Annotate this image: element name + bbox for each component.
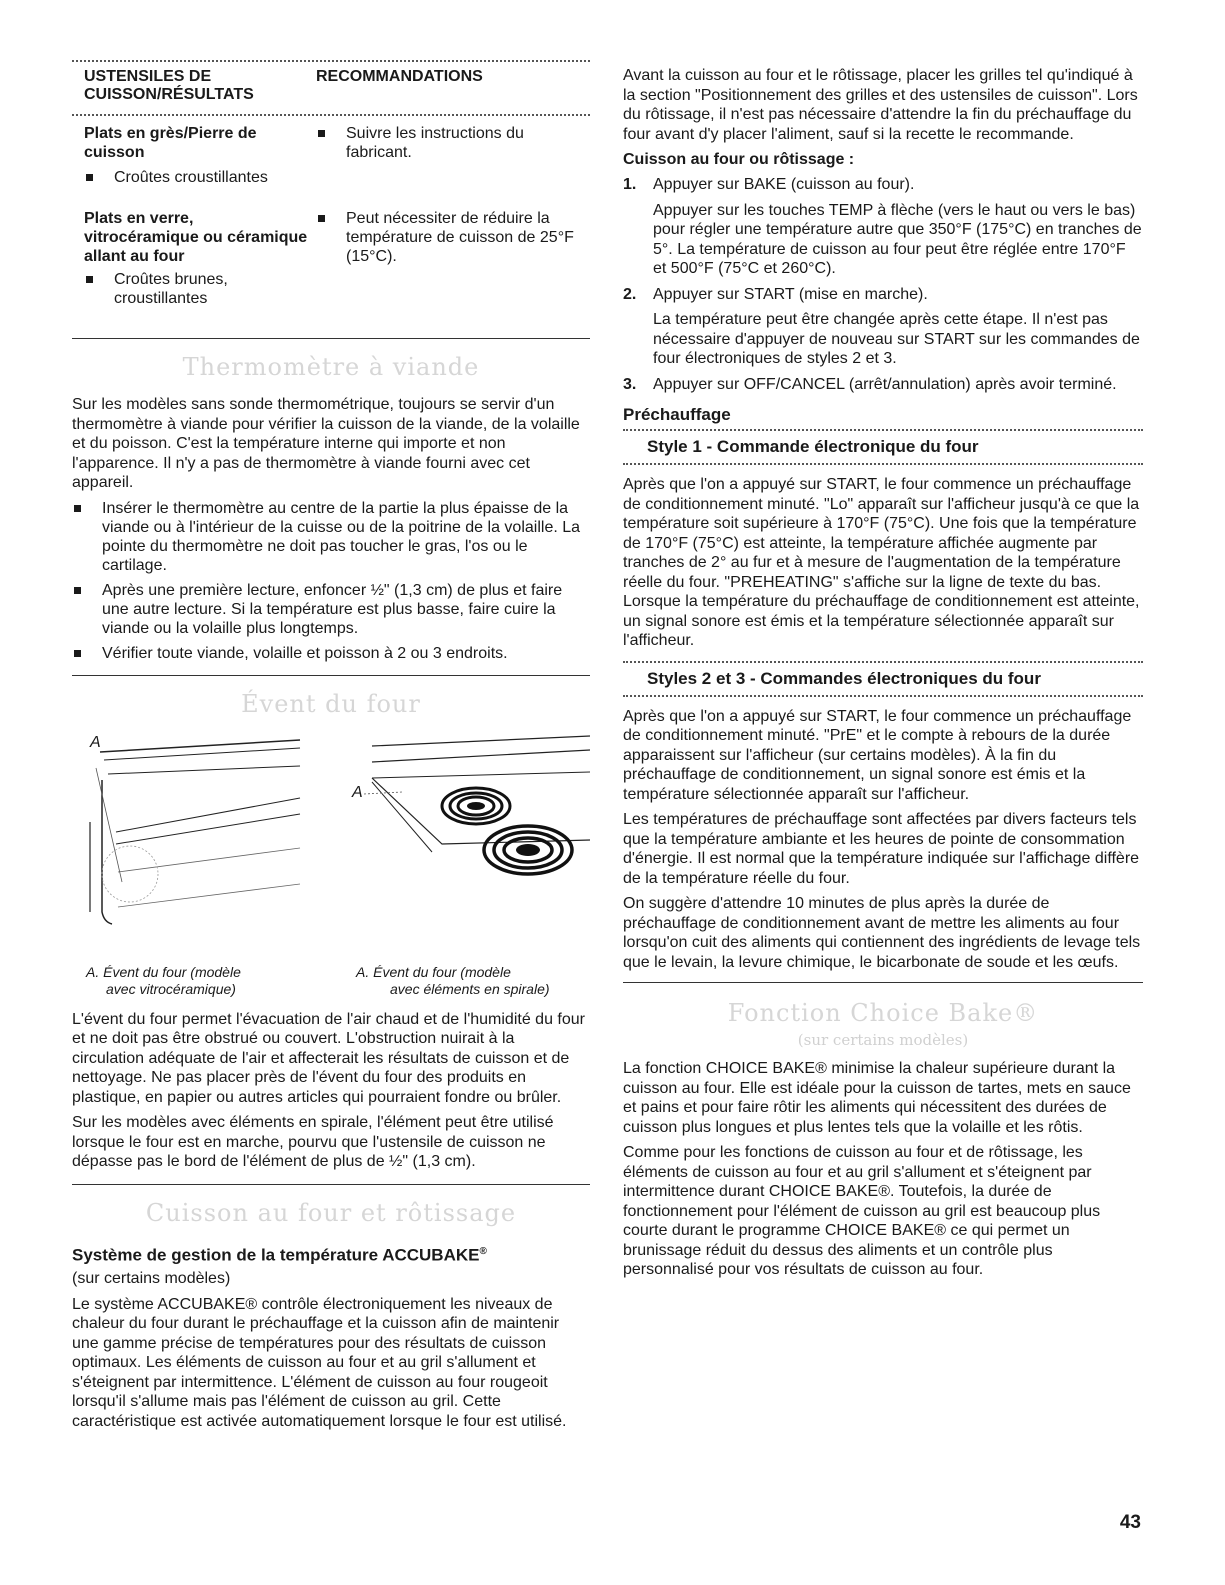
style1-heading: Style 1 - Commande électronique du four: [647, 437, 979, 456]
right-column: [623, 66, 1143, 1286]
step-subtext: Appuyer sur les touches TEMP à flèche (vers le haut ou vers le bas) pour régler une température autre que 350°F (175°C) en tranches de 5°. La température de cuisson au four peut être réglée entre 170°F et 500°F (75°C et 260°C).: [653, 201, 1142, 277]
vent-coil-element-illustration: [364, 736, 590, 874]
style1-paragraph: Après que l'on a appuyé sur START, le four commence un préchauffage de conditionnement minuté. "Lo" apparaît sur l'afficheur jusqu'à ce que la température soit supérieure à 170°F (75°C). Une fois que la température de 170°F (75°C) est atteinte, la température affichée augmente par tranches de 2° au fur et à mesure de l'augmentation de la température réelle du four. "PREHEATING" s'affiche sur la ligne de texte du bas. Lorsque la température du préchauffage de conditionnement est atteinte, un signal sonore est émis et la température sélectionnée apparaît sur l'afficheur.: [623, 476, 1140, 649]
left-column: [72, 60, 590, 1437]
step-item: [623, 285, 1143, 369]
accubake-subheading: (sur certains modèles): [72, 1270, 231, 1288]
step-number: 3.: [623, 375, 637, 393]
section-rule: [72, 338, 590, 339]
table-cell-utensil: Plats en verre, vitrocéramique ou céramique allant au four: [84, 210, 308, 265]
step-number: 2.: [623, 285, 637, 303]
step-item: [623, 375, 1143, 395]
table-header-utensils: USTENSILES DE CUISSON/RÉSULTATS: [84, 68, 254, 103]
vent-captions: [86, 964, 590, 998]
baking-section-title: Cuisson au four et rôtissage: [145, 1198, 517, 1227]
preheat-suggest-paragraph: On suggère d'attendre 10 minutes de plus après la durée de préchauffage de conditionnement avant de mettre les aliments au four lorsqu'on cuit des aliments qui contiennent des ingrédients de levage tels que le levain, la levure chimique, le bicarbonate de soude et les œufs.: [623, 895, 1141, 971]
choice-bake-section-title: Fonction Choice Bake®: [727, 999, 1039, 1027]
vent-glass-ceramic-illustration: [90, 740, 300, 924]
vent-illustrations: [72, 732, 590, 958]
table-cell-result: Croûtes croustillantes: [84, 168, 312, 187]
thermometer-intro: Sur les modèles sans sonde thermométrique, toujours se servir d'un thermomètre à viande pour vérifier la cuisson de la viande, de la volaille et du poisson. C'est la température interne qui importe et non l'apparence. Il n'y a pas de thermomètre à viande fourni avec cet appareil.: [72, 396, 580, 491]
page-number: 43: [1119, 1512, 1141, 1533]
step-item: [623, 175, 1143, 279]
accubake-paragraph: Le système ACCUBAKE® contrôle électroniquement les niveaux de chaleur du four durant le préchauffage et la cuisson afin de maintenir une gamme précise de températures pour des résultats de cuisson optimaux. Les éléments de cuisson au four et au gril s'allument et s'éteignent par intermittence. L'élément de cuisson au four rougeoit lorsqu'il s'allume mais pas l'élément de cuisson au gril. Cette caractéristique est activée automatiquement lorsque le four est utilisé.: [72, 1295, 567, 1430]
table-cell-result: Croûtes brunes, croustillantes: [84, 270, 312, 308]
preheat-heading: Préchauffage: [623, 405, 731, 424]
style1-rule: [623, 463, 1143, 465]
vent-label-right: A: [352, 783, 363, 801]
choice-bake-paragraph: La fonction CHOICE BAKE® minimise la chaleur supérieure durant la cuisson au four. Elle est idéale pour la cuisson de tartes, mets en sauce et pains et pour faire rôtir les aliments qui nécessitent des durées de cuisson plus longues et plus lentes tels que la volaille et les rôtis.: [623, 1060, 1131, 1136]
thermometer-bullet: Après une première lecture, enfoncer ½" (1,3 cm) de plus et faire une autre lecture. Si la température est plus basse, faire cuire la viande ou la volaille plus longtemps.: [72, 581, 590, 638]
table-header: [72, 62, 590, 114]
style23-rule: [623, 695, 1143, 697]
vent-paragraph: L'évent du four permet l'évacuation de l'air chaud et de l'humidité du four et ne doit pas être obstrué ou couvert. L'obstruction nuirait à la circulation adéquate de l'air et affecterait les résultats de cuisson et de nettoyage. Ne pas placer près de l'évent du four des produits en plastique, en papier ou autres articles qui pourraient fondre ou brûler.: [72, 1010, 585, 1106]
table-cell-recommendation: Suivre les instructions du fabricant.: [316, 124, 590, 162]
table-row: [72, 116, 590, 203]
step-text: Appuyer sur OFF/CANCEL (arrêt/annulation) après avoir terminé.: [653, 375, 1117, 393]
vent-label-left: A: [90, 733, 101, 751]
choice-bake-subtitle: (sur certains modèles): [797, 1031, 969, 1049]
step-text: Appuyer sur START (mise en marche).: [653, 285, 928, 303]
vent-caption-right-line2: avec éléments en spirale): [390, 980, 550, 997]
accubake-heading: Système de gestion de la température ACCUBAKE®: [72, 1245, 487, 1265]
vent-paragraph: Sur les modèles avec éléments en spirale, l'élément peut être utilisé lorsque le four est en marche, pourvu que l'ustensile de cuisson ne dépasse pas le bord de l'élément de plus de ½" (1,3 cm).: [72, 1114, 554, 1170]
step-subtext: La température peut être changée après cette étape. Il n'est pas nécessaire d'appuyer de nouveau sur START sur les commandes de four électroniques de styles 2 et 3.: [653, 311, 1140, 367]
thermometer-bullet: Vérifier toute viande, volaille et poisson à 2 ou 3 endroits.: [72, 644, 590, 663]
vent-caption-left-line2: avec vitrocéramique): [106, 980, 236, 997]
table-cell-utensil: Plats en grès/Pierre de cuisson: [84, 125, 257, 161]
style23-heading: Styles 2 et 3 - Commandes électroniques du four: [647, 668, 1041, 688]
steps-heading: Cuisson au four ou rôtissage :: [623, 151, 855, 168]
style23-paragraph: Après que l'on a appuyé sur START, le four commence un préchauffage de conditionnement minuté. "PrE" et le compte à rebours de la durée apparaissent sur l'afficheur (sur certains modèles). À la fin du préchauffage de conditionnement, un signal sonore est émis et la température sélectionnée apparaît sur l'afficheur.: [623, 707, 1132, 803]
table-row: [72, 203, 590, 324]
section-rule: [623, 982, 1143, 983]
step-text: Appuyer sur BAKE (cuisson au four).: [653, 176, 915, 193]
vent-section-title: Évent du four: [241, 689, 421, 718]
vent-illustration-svg: [72, 732, 590, 958]
baking-intro: Avant la cuisson au four et le rôtissage, placer les grilles tel qu'indiqué à la section "Positionnement des grilles et des ustensiles de cuisson". Lors du rôtissage, il n'est pas nécessaire d'attendre la fin du préchauffage du four avant d'y placer l'aliment, sauf si la recette le recommande.: [623, 67, 1138, 143]
table-cell-recommendation: Peut nécessiter de réduire la température de cuisson de 25°F (15°C).: [316, 209, 590, 266]
section-rule: [72, 1184, 590, 1185]
choice-bake-paragraph: Comme pour les fonctions de cuisson au four et de rôtissage, les éléments de cuisson au four et au gril s'allument et s'éteignent par intermittence durant CHOICE BAKE®. Toutefois, la durée de fonctionnement pour l'élément de cuisson au gril est beaucoup plus courte durant le programme CHOICE BAKE® ce qui permet un brunissage réduit du dessus des aliments et un contrôle plus personnalisé pour vos résultats de cuisson au four.: [623, 1144, 1101, 1278]
section-rule: [72, 675, 590, 676]
thermometer-section-title: Thermomètre à viande: [182, 353, 480, 381]
step-number: 1.: [623, 176, 637, 193]
vent-caption-left-line1: A. Évent du four (modèle: [86, 963, 241, 980]
preheat-factors-paragraph: Les températures de préchauffage sont affectées par divers facteurs tels que la température ambiante et les heures de pointe de consommation d'énergie. Il est normal que la température indiquée sur l'affichage diffère de la température réelle du four.: [623, 811, 1140, 887]
thermometer-bullet: Insérer le thermomètre au centre de la partie la plus épaisse de la viande ou à l'intérieur de la cuisse ou de la poitrine de la volaille. La pointe du thermomètre ne doit pas toucher le gras, l'os ou le cartilage.: [72, 499, 590, 575]
table-header-recommendations: RECOMMANDATIONS: [316, 68, 483, 85]
vent-caption-right-line1: A. Évent du four (modèle: [356, 963, 511, 980]
